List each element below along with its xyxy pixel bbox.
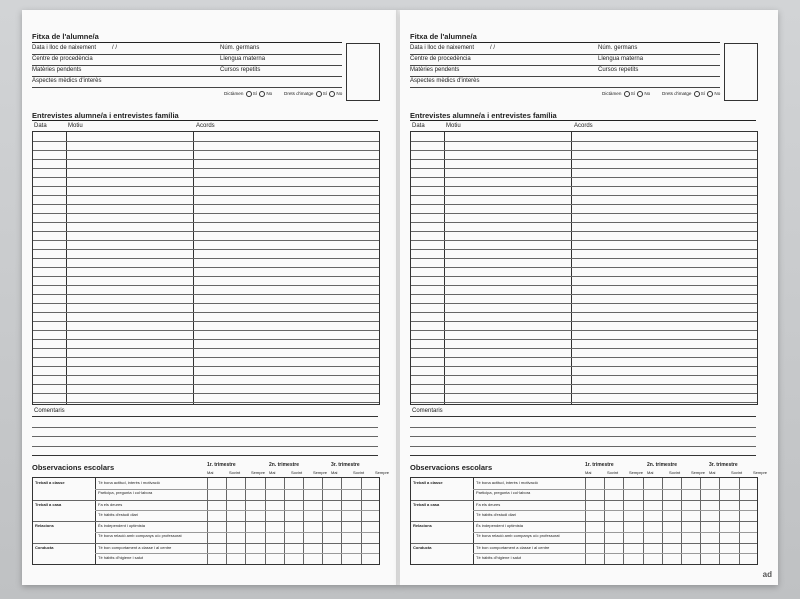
grid-row-line bbox=[33, 330, 379, 331]
fitxa-right-field-1: Llengua materna bbox=[220, 56, 266, 62]
fitxa-line[interactable] bbox=[32, 54, 342, 55]
drets-imatge-check[interactable]: Drets d'imatge Sí No bbox=[662, 91, 721, 97]
grid-row-line bbox=[411, 384, 757, 385]
obs-group-label: Treball a casa bbox=[35, 501, 62, 507]
entrevistes-grid[interactable] bbox=[410, 131, 758, 405]
fitxa-right-field-0: Núm. germans bbox=[220, 45, 260, 51]
grid-row-line bbox=[33, 249, 379, 250]
trimestre-label-0: 1r. trimestre bbox=[585, 462, 614, 468]
photo-box[interactable] bbox=[346, 43, 380, 101]
grid-row-line bbox=[411, 240, 757, 241]
freq-label: Sovint bbox=[291, 470, 303, 475]
grid-row-line bbox=[411, 321, 757, 322]
col-motiu: Motiu bbox=[68, 123, 83, 129]
grid-row-line bbox=[33, 285, 379, 286]
obs-group-label: Conducta bbox=[35, 544, 54, 550]
trimestre-label-2: 3r. trimestre bbox=[331, 462, 360, 468]
dictamen-check[interactable]: Dictàmen Sí No bbox=[224, 91, 273, 97]
grid-row-line bbox=[411, 213, 757, 214]
grid-row-line bbox=[411, 150, 757, 151]
grid-row-line bbox=[411, 339, 757, 340]
freq-label: Sempre bbox=[691, 470, 706, 475]
obs-item: Té hàbits d'higiene i salut bbox=[98, 554, 144, 560]
obs-group-line bbox=[33, 521, 379, 522]
photo-box[interactable] bbox=[724, 43, 758, 101]
freq-label: Sempre bbox=[375, 470, 390, 475]
grid-row-line bbox=[411, 177, 757, 178]
freq-label: Sempre bbox=[753, 470, 768, 475]
obs-item: És independent i optimista bbox=[476, 523, 523, 528]
grid-row-line bbox=[411, 393, 757, 394]
grid-row-line bbox=[33, 312, 379, 313]
obs-group-line bbox=[411, 521, 757, 522]
brand-logo: ad bbox=[762, 570, 772, 579]
obs-group-line bbox=[33, 500, 379, 501]
comentaris-line bbox=[32, 436, 378, 437]
grid-row-line bbox=[411, 330, 757, 331]
grid-row-line bbox=[33, 348, 379, 349]
fitxa-line[interactable] bbox=[410, 76, 720, 77]
fitxa-right-field-2: Cursos repetits bbox=[220, 67, 261, 73]
grid-row-line bbox=[411, 231, 757, 232]
obs-group-line bbox=[411, 500, 757, 501]
obs-item: Fa els deures bbox=[98, 501, 123, 507]
freq-label: Mai bbox=[647, 470, 654, 475]
fitxa-field-3: Aspectes mèdics d'interès bbox=[32, 78, 102, 84]
grid-divider bbox=[66, 132, 67, 404]
grid-row-line bbox=[33, 222, 379, 223]
notebook-page-left bbox=[22, 10, 400, 585]
comentaris-area[interactable] bbox=[32, 416, 378, 456]
title-rule bbox=[410, 42, 720, 43]
trimestre-label-1: 2n. trimestre bbox=[269, 462, 300, 468]
freq-label: Sempre bbox=[251, 470, 266, 475]
col-data: Data bbox=[412, 123, 425, 129]
obs-group-line bbox=[33, 543, 379, 544]
title-rule bbox=[32, 120, 378, 121]
freq-label: Sempre bbox=[629, 470, 644, 475]
comentaris-area[interactable] bbox=[410, 416, 756, 456]
obs-item: Té bona relació amb companys o/o professorat bbox=[476, 533, 560, 538]
fitxa-right-field-0: Núm. germans bbox=[598, 45, 638, 51]
grid-row-line bbox=[411, 168, 757, 169]
grid-row-line bbox=[411, 357, 757, 358]
grid-divider bbox=[444, 132, 445, 404]
grid-row-line bbox=[33, 159, 379, 160]
fitxa-field-3: Aspectes mèdics d'interès bbox=[410, 78, 480, 84]
obs-item: Té bon comportament a classe i al centre bbox=[476, 544, 550, 550]
fitxa-title: Fitxa de l'alumne/a bbox=[32, 32, 99, 41]
obs-item: Té bona actitud, interès i motivació bbox=[476, 480, 538, 485]
freq-label: Mai bbox=[709, 470, 716, 475]
title-rule bbox=[410, 120, 756, 121]
freq-label: Sovint bbox=[353, 470, 365, 475]
fitxa-field-0: Data i lloc de naixement bbox=[32, 45, 97, 51]
grid-row-line bbox=[411, 159, 757, 160]
col-motiu: Motiu bbox=[446, 123, 461, 129]
col-data: Data bbox=[34, 123, 47, 129]
dictamen-check[interactable]: Dictàmen Sí No bbox=[602, 91, 651, 97]
freq-label: Mai bbox=[331, 470, 338, 475]
grid-row-line bbox=[33, 393, 379, 394]
grid-row-line bbox=[33, 384, 379, 385]
fitxa-line[interactable] bbox=[32, 65, 342, 66]
fitxa-field-2: Matèries pendents bbox=[32, 67, 82, 73]
obs-group-label: Conducta bbox=[413, 544, 432, 550]
grid-row-line bbox=[411, 375, 757, 376]
grid-row-line bbox=[411, 348, 757, 349]
observacions-title: Observacions escolars bbox=[32, 463, 115, 472]
grid-divider bbox=[193, 132, 194, 404]
grid-row-line bbox=[411, 366, 757, 367]
fitxa-title: Fitxa de l'alumne/a bbox=[410, 32, 477, 41]
grid-row-line bbox=[33, 240, 379, 241]
obs-item: Participa, pregunta i col·labora bbox=[476, 490, 531, 495]
grid-row-line bbox=[33, 276, 379, 277]
observacions-grid[interactable] bbox=[32, 477, 380, 565]
trimestre-label-0: 1r. trimestre bbox=[207, 462, 236, 468]
grid-row-line bbox=[411, 195, 757, 196]
grid-row-line bbox=[33, 402, 379, 403]
freq-label: Mai bbox=[269, 470, 276, 475]
grid-row-line bbox=[33, 177, 379, 178]
grid-row-line bbox=[411, 267, 757, 268]
grid-row-line bbox=[411, 312, 757, 313]
grid-row-line bbox=[33, 366, 379, 367]
grid-row-line bbox=[33, 267, 379, 268]
grid-row-line bbox=[411, 276, 757, 277]
obs-item: Té hàbits d'higiene i salut bbox=[476, 554, 522, 560]
comentaris-label: Comentaris bbox=[34, 408, 65, 414]
grid-row-line bbox=[411, 186, 757, 187]
grid-row-line bbox=[33, 186, 379, 187]
grid-row-line bbox=[411, 258, 757, 259]
fitxa-field-2: Matèries pendents bbox=[410, 67, 460, 73]
grid-row-line bbox=[411, 402, 757, 403]
obs-group-line bbox=[411, 543, 757, 544]
fitxa-right-field-1: Llengua materna bbox=[598, 56, 644, 62]
entrevistes-grid[interactable] bbox=[32, 131, 380, 405]
grid-row-line bbox=[33, 231, 379, 232]
observacions-title: Observacions escolars bbox=[410, 463, 493, 472]
fitxa-field-1: Centre de procedència bbox=[410, 56, 471, 62]
obs-item: Fa els deures bbox=[476, 501, 501, 507]
obs-group-label: Treball a classe bbox=[413, 480, 443, 485]
freq-label: Mai bbox=[585, 470, 592, 475]
grid-row-line bbox=[411, 204, 757, 205]
comentaris-line bbox=[32, 427, 378, 428]
grid-row-line bbox=[33, 150, 379, 151]
grid-row-line bbox=[33, 258, 379, 259]
obs-group-label: Treball a classe bbox=[35, 480, 65, 485]
col-acords: Acords bbox=[574, 123, 593, 129]
freq-label: Sovint bbox=[669, 470, 681, 475]
grid-row-line bbox=[411, 141, 757, 142]
grid-row-line bbox=[33, 168, 379, 169]
fitxa-field-0: Data i lloc de naixement bbox=[410, 45, 475, 51]
grid-row-line bbox=[33, 294, 379, 295]
fitxa-right-field-2: Cursos repetits bbox=[598, 67, 639, 73]
trimestre-label-1: 2n. trimestre bbox=[647, 462, 678, 468]
grid-row-line bbox=[33, 357, 379, 358]
grid-row-line bbox=[33, 321, 379, 322]
fitxa-line[interactable] bbox=[32, 87, 342, 88]
title-rule bbox=[32, 42, 342, 43]
grid-row-line bbox=[33, 303, 379, 304]
grid-row-line bbox=[33, 339, 379, 340]
fitxa-line[interactable] bbox=[32, 76, 342, 77]
grid-row-line bbox=[411, 222, 757, 223]
comentaris-line bbox=[410, 436, 756, 437]
grid-row-line bbox=[411, 294, 757, 295]
obs-group-label: Relacions bbox=[413, 523, 432, 528]
fitxa-line[interactable] bbox=[410, 54, 720, 55]
freq-label: Sempre bbox=[313, 470, 328, 475]
grid-row-line bbox=[33, 195, 379, 196]
freq-label: Sovint bbox=[731, 470, 743, 475]
comentaris-line bbox=[410, 446, 756, 447]
date-slashes: / / bbox=[112, 45, 118, 51]
obs-group-label: Relacions bbox=[35, 523, 54, 528]
entrevistes-title: Entrevistes alumne/a i entrevistes família bbox=[32, 111, 179, 120]
grid-row-line bbox=[411, 249, 757, 250]
freq-label: Mai bbox=[207, 470, 214, 475]
obs-item: Té bona relació amb companys o/o professorat bbox=[98, 533, 182, 538]
grid-row-line bbox=[411, 285, 757, 286]
drets-imatge-check[interactable]: Drets d'imatge Sí No bbox=[284, 91, 343, 97]
obs-group-label: Treball a casa bbox=[413, 501, 440, 507]
entrevistes-title: Entrevistes alumne/a i entrevistes família bbox=[410, 111, 557, 120]
obs-item: Té hàbits d'estudi diari bbox=[98, 511, 138, 517]
observacions-grid[interactable] bbox=[410, 477, 758, 565]
grid-row-line bbox=[33, 375, 379, 376]
grid-row-line bbox=[33, 141, 379, 142]
obs-item: Té bona actitud, interès i motivació bbox=[98, 480, 160, 485]
freq-label: Sovint bbox=[607, 470, 619, 475]
fitxa-field-1: Centre de procedència bbox=[32, 56, 93, 62]
freq-label: Sovint bbox=[229, 470, 241, 475]
trimestre-label-2: 3r. trimestre bbox=[709, 462, 738, 468]
grid-row-line bbox=[33, 213, 379, 214]
grid-row-line bbox=[33, 204, 379, 205]
col-acords: Acords bbox=[196, 123, 215, 129]
notebook-page-right bbox=[400, 10, 778, 585]
grid-row-line bbox=[411, 303, 757, 304]
comentaris-line bbox=[410, 427, 756, 428]
fitxa-line[interactable] bbox=[410, 87, 720, 88]
obs-item: Participa, pregunta i col·labora bbox=[98, 490, 153, 495]
obs-item: És independent i optimista bbox=[98, 523, 145, 528]
date-slashes: / / bbox=[490, 45, 496, 51]
grid-divider bbox=[571, 132, 572, 404]
obs-item: Té hàbits d'estudi diari bbox=[476, 511, 516, 517]
comentaris-label: Comentaris bbox=[412, 408, 443, 414]
obs-item: Té bon comportament a classe i al centre bbox=[98, 544, 172, 550]
fitxa-line[interactable] bbox=[410, 65, 720, 66]
comentaris-line bbox=[32, 446, 378, 447]
